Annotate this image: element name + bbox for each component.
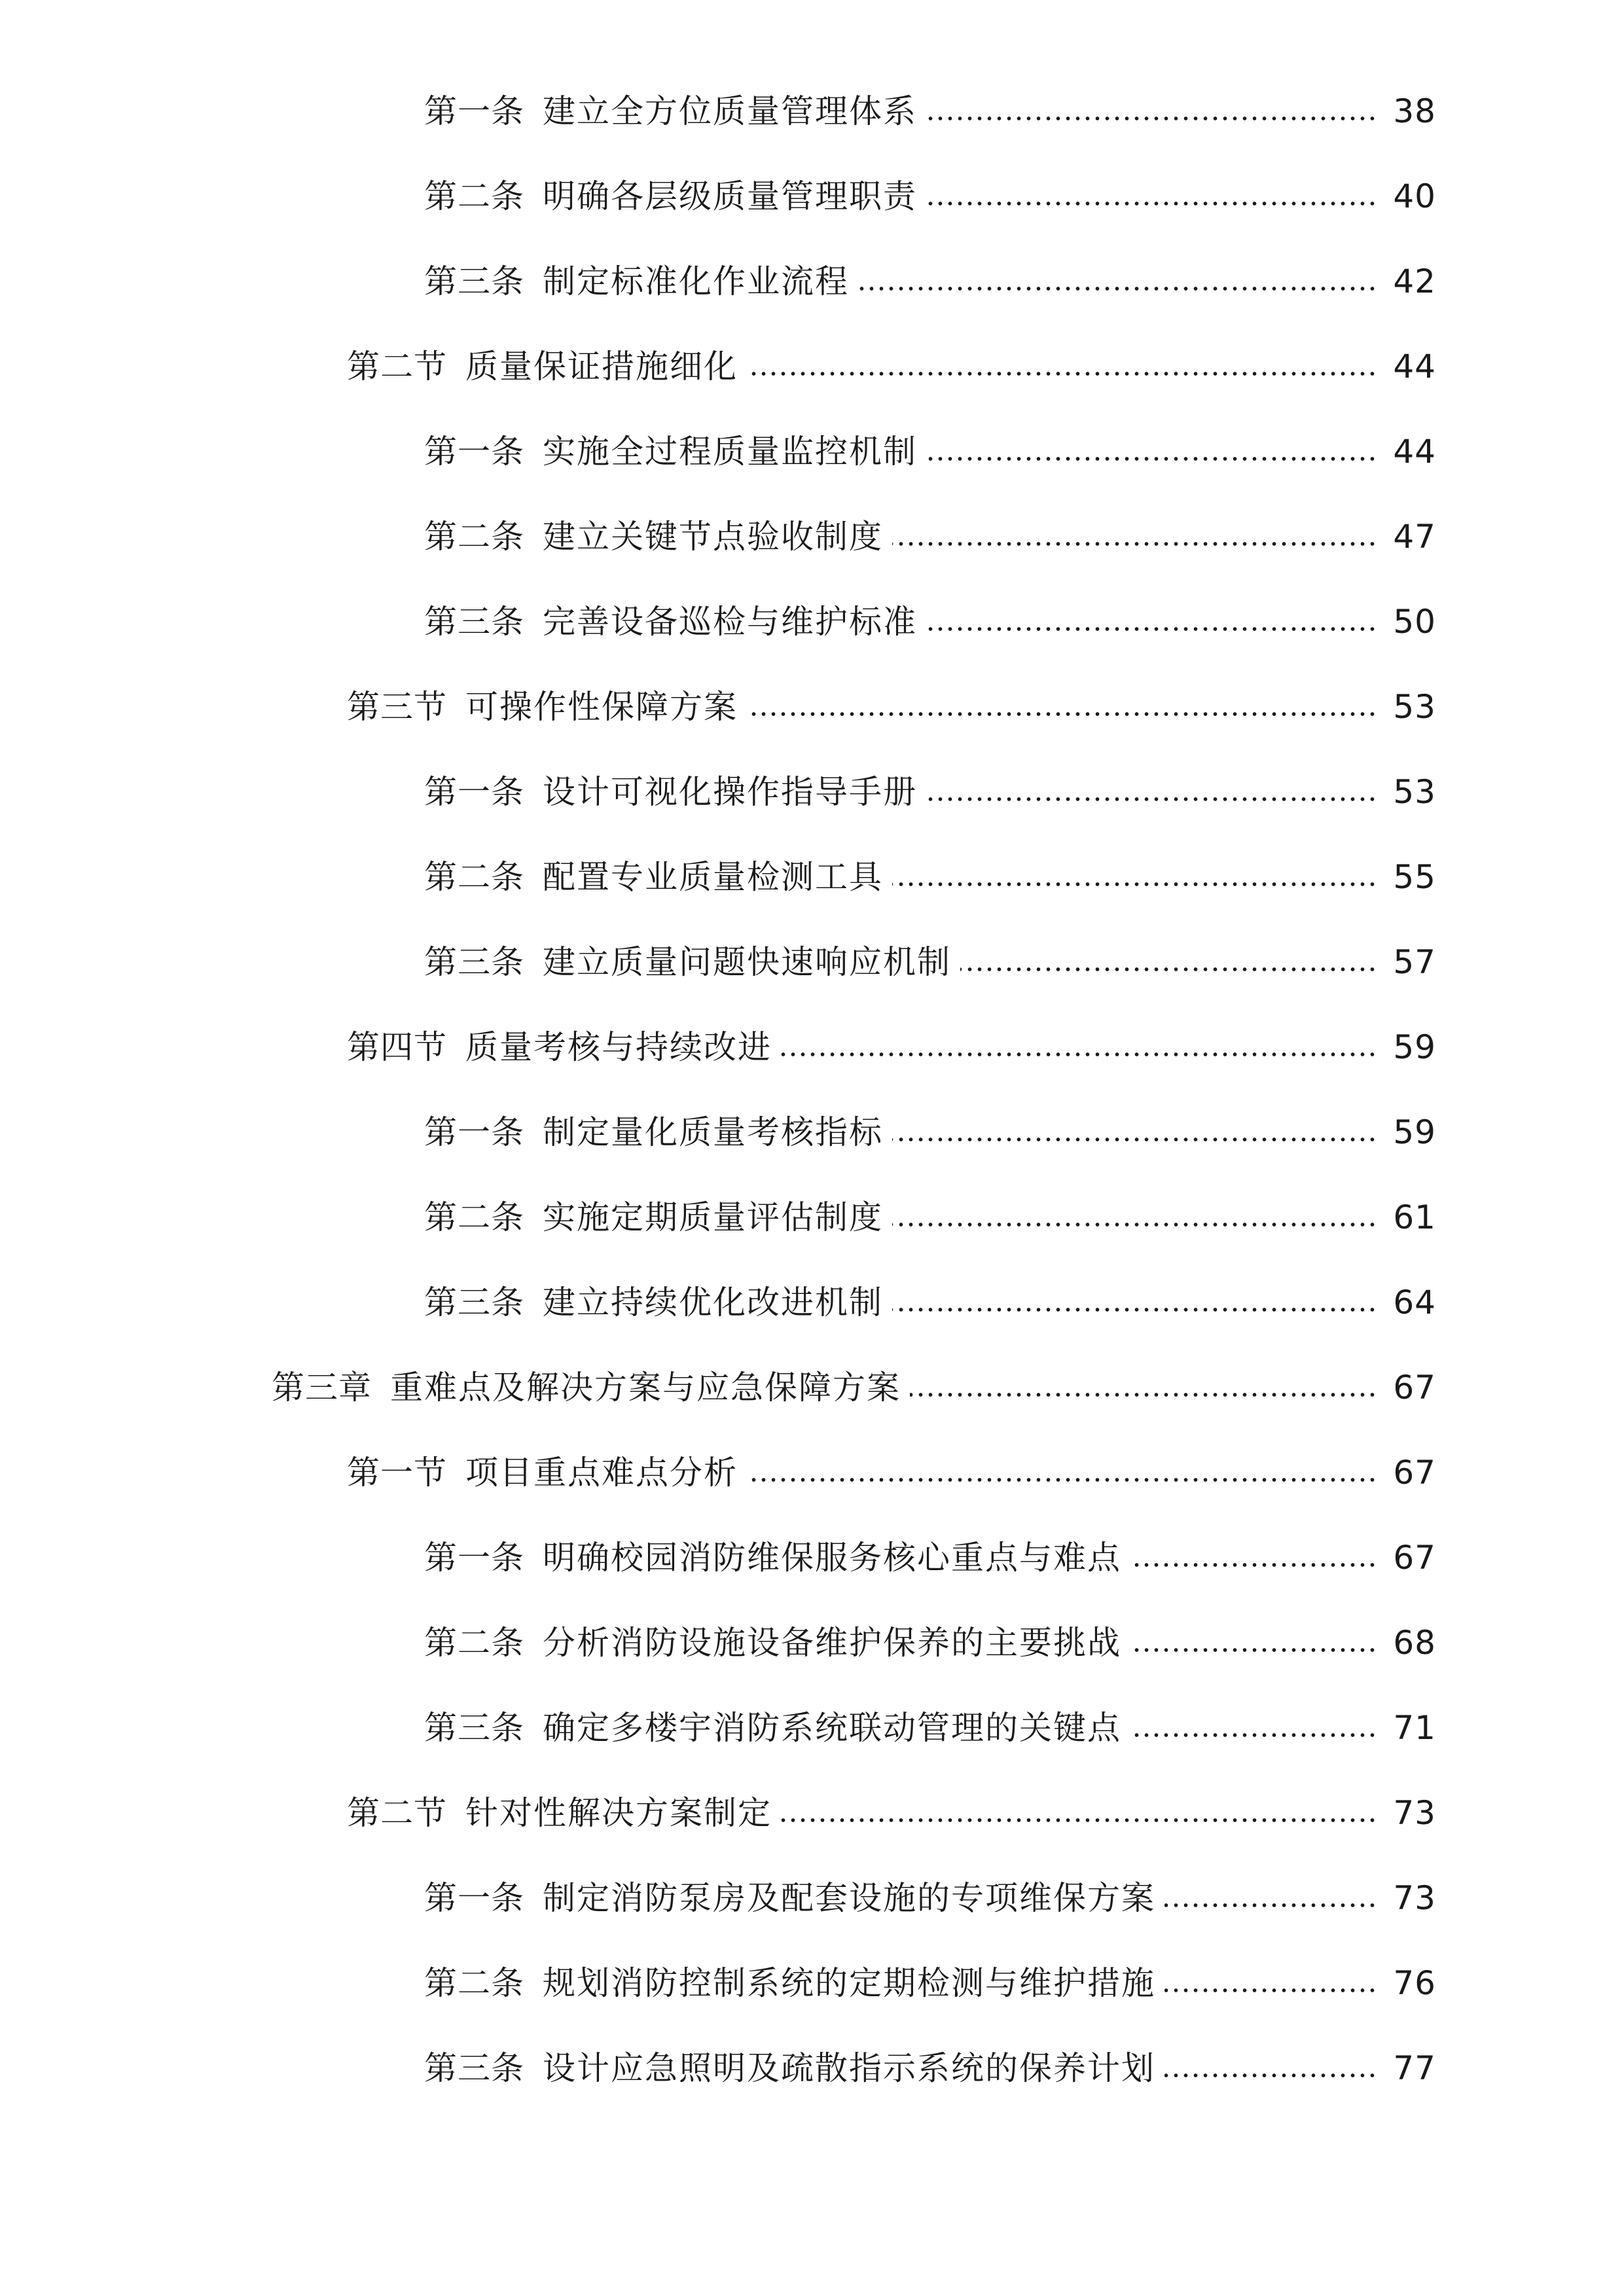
- toc-entry-number: 第三条: [424, 262, 524, 300]
- toc-page-number: 67: [1393, 1369, 1436, 1407]
- toc-entry-number: 第二条: [424, 518, 524, 556]
- dot-leader: [926, 626, 1377, 632]
- toc-entry-number: 第三条: [424, 603, 524, 641]
- dot-leader: [1164, 1903, 1377, 1908]
- toc-entry-number: 第二条: [424, 1624, 524, 1662]
- toc-entry-title: 制定量化质量考核指标: [543, 1113, 883, 1151]
- toc-entry-title: 重难点及解决方案与应急保障方案: [390, 1369, 901, 1407]
- dot-leader: [1164, 2073, 1377, 2078]
- toc-entry-title: 可操作性保障方案: [465, 688, 738, 726]
- dot-leader: [926, 797, 1377, 802]
- toc-page-number: 64: [1393, 1283, 1436, 1321]
- dot-leader: [747, 711, 1377, 717]
- toc-page-number: 38: [1393, 92, 1436, 130]
- dot-leader: [747, 1477, 1377, 1482]
- toc-section-entry[interactable]: [0, 664, 1624, 749]
- toc-chapter-entry[interactable]: [0, 1345, 1624, 1430]
- toc-entry-number: 第一条: [424, 1539, 524, 1577]
- dot-leader: [892, 1137, 1377, 1142]
- toc-page-number: 67: [1393, 1539, 1436, 1577]
- dot-leader: [960, 967, 1377, 972]
- dot-leader: [892, 882, 1377, 887]
- toc-page-number: 57: [1393, 943, 1436, 981]
- dot-leader: [926, 456, 1377, 461]
- toc-entry[interactable]: [0, 1090, 1624, 1175]
- dot-leader: [781, 1818, 1377, 1823]
- toc-entry[interactable]: [0, 834, 1624, 920]
- toc-entry[interactable]: [0, 920, 1624, 1005]
- toc-entry[interactable]: [0, 69, 1624, 154]
- toc-entry-title: 制定标准化作业流程: [543, 262, 849, 300]
- toc-page-number: 42: [1393, 262, 1436, 300]
- toc-entry-number: 第三条: [424, 1283, 524, 1321]
- toc-page-number: 44: [1393, 433, 1436, 471]
- toc-page-number: 50: [1393, 603, 1436, 641]
- toc-entry[interactable]: [0, 749, 1624, 834]
- toc-page-number: 67: [1393, 1454, 1436, 1492]
- toc-section-entry[interactable]: [0, 1005, 1624, 1090]
- toc-section-entry[interactable]: [0, 1770, 1624, 1856]
- toc-entry-number: 第二节: [347, 1794, 447, 1832]
- toc-entry-title: 确定多楼宇消防系统联动管理的关键点: [543, 1709, 1121, 1747]
- toc-entry-title: 项目重点难点分析: [465, 1454, 738, 1492]
- toc-entry-number: 第二条: [424, 1964, 524, 2002]
- toc-entry-title: 建立关键节点验收制度: [543, 518, 883, 556]
- toc-page-number: 47: [1393, 518, 1436, 556]
- dot-leader: [892, 1307, 1377, 1312]
- dot-leader: [747, 371, 1377, 376]
- dot-leader: [1130, 1647, 1377, 1653]
- toc-entry[interactable]: [0, 1600, 1624, 1685]
- toc-entry-number: 第一节: [347, 1454, 447, 1492]
- toc-entry-title: 明确各层级质量管理职责: [543, 177, 917, 215]
- toc-entry-title: 分析消防设施设备维护保养的主要挑战: [543, 1624, 1121, 1662]
- toc-entry-title: 建立全方位质量管理体系: [543, 92, 917, 130]
- toc-entry-title: 规划消防控制系统的定期检测与维护措施: [543, 1964, 1155, 2002]
- toc-entry-number: 第一条: [424, 1113, 524, 1151]
- toc-entry-number: 第三章: [272, 1369, 372, 1407]
- toc-page-number: 44: [1393, 348, 1436, 386]
- toc-entry[interactable]: [0, 494, 1624, 579]
- toc-entry[interactable]: [0, 579, 1624, 664]
- dot-leader: [892, 541, 1377, 547]
- toc-page-number: 73: [1393, 1879, 1436, 1917]
- dot-leader: [926, 116, 1377, 121]
- toc-entry-title: 配置专业质量检测工具: [543, 858, 883, 896]
- toc-entry-number: 第三条: [424, 943, 524, 981]
- toc-entry[interactable]: [0, 1685, 1624, 1770]
- toc-entry-title: 实施全过程质量监控机制: [543, 433, 917, 471]
- toc-page-number: 59: [1393, 1028, 1436, 1066]
- toc-entry-number: 第四节: [347, 1028, 447, 1066]
- toc-entry[interactable]: [0, 409, 1624, 494]
- toc-page-number: 61: [1393, 1198, 1436, 1236]
- toc-entry-title: 设计可视化操作指导手册: [543, 773, 917, 811]
- toc-entry[interactable]: [0, 1515, 1624, 1600]
- toc-section-entry[interactable]: [0, 324, 1624, 409]
- toc-page-number: 40: [1393, 177, 1436, 215]
- toc-entry[interactable]: [0, 1941, 1624, 2026]
- toc-page-number: 77: [1393, 2049, 1436, 2087]
- toc-entry-number: 第一条: [424, 1879, 524, 1917]
- toc-entry[interactable]: [0, 1260, 1624, 1345]
- toc-entry[interactable]: [0, 1175, 1624, 1260]
- toc-entry-title: 建立持续优化改进机制: [543, 1283, 883, 1321]
- toc-page-number: 53: [1393, 773, 1436, 811]
- toc-entry-number: 第二条: [424, 1198, 524, 1236]
- toc-entry[interactable]: [0, 2026, 1624, 2111]
- toc-entry-number: 第一条: [424, 773, 524, 811]
- dot-leader: [926, 201, 1377, 206]
- toc-entry-number: 第一条: [424, 92, 524, 130]
- toc-entry-number: 第二节: [347, 348, 447, 386]
- dot-leader: [892, 1222, 1377, 1227]
- dot-leader: [1164, 1988, 1377, 1993]
- toc-entry-title: 明确校园消防维保服务核心重点与难点: [543, 1539, 1121, 1577]
- toc-page-number: 73: [1393, 1794, 1436, 1832]
- toc-entry-number: 第二条: [424, 858, 524, 896]
- toc-entry-title: 建立质量问题快速响应机制: [543, 943, 951, 981]
- table-of-contents: [0, 69, 1624, 2111]
- toc-entry[interactable]: [0, 154, 1624, 239]
- dot-leader: [1130, 1562, 1377, 1568]
- toc-entry-title: 针对性解决方案制定: [465, 1794, 772, 1832]
- toc-entry-number: 第三节: [347, 688, 447, 726]
- toc-entry-number: 第一条: [424, 433, 524, 471]
- toc-page-number: 53: [1393, 688, 1436, 726]
- toc-page-number: 68: [1393, 1624, 1436, 1662]
- toc-page-number: 55: [1393, 858, 1436, 896]
- dot-leader: [910, 1392, 1377, 1397]
- toc-entry-number: 第三条: [424, 2049, 524, 2087]
- toc-page-number: 71: [1393, 1709, 1436, 1747]
- dot-leader: [781, 1052, 1377, 1057]
- dot-leader: [858, 286, 1377, 291]
- toc-entry-number: 第二条: [424, 177, 524, 215]
- toc-page-number: 59: [1393, 1113, 1436, 1151]
- toc-entry-title: 完善设备巡检与维护标准: [543, 603, 917, 641]
- toc-entry-title: 质量保证措施细化: [465, 348, 738, 386]
- toc-entry[interactable]: [0, 1856, 1624, 1941]
- toc-entry-title: 质量考核与持续改进: [465, 1028, 772, 1066]
- toc-entry-number: 第三条: [424, 1709, 524, 1747]
- dot-leader: [1130, 1732, 1377, 1738]
- toc-section-entry[interactable]: [0, 1430, 1624, 1515]
- toc-entry-title: 设计应急照明及疏散指示系统的保养计划: [543, 2049, 1155, 2087]
- toc-entry-title: 制定消防泵房及配套设施的专项维保方案: [543, 1879, 1155, 1917]
- toc-page-number: 76: [1393, 1964, 1436, 2002]
- toc-entry[interactable]: [0, 239, 1624, 324]
- toc-entry-title: 实施定期质量评估制度: [543, 1198, 883, 1236]
